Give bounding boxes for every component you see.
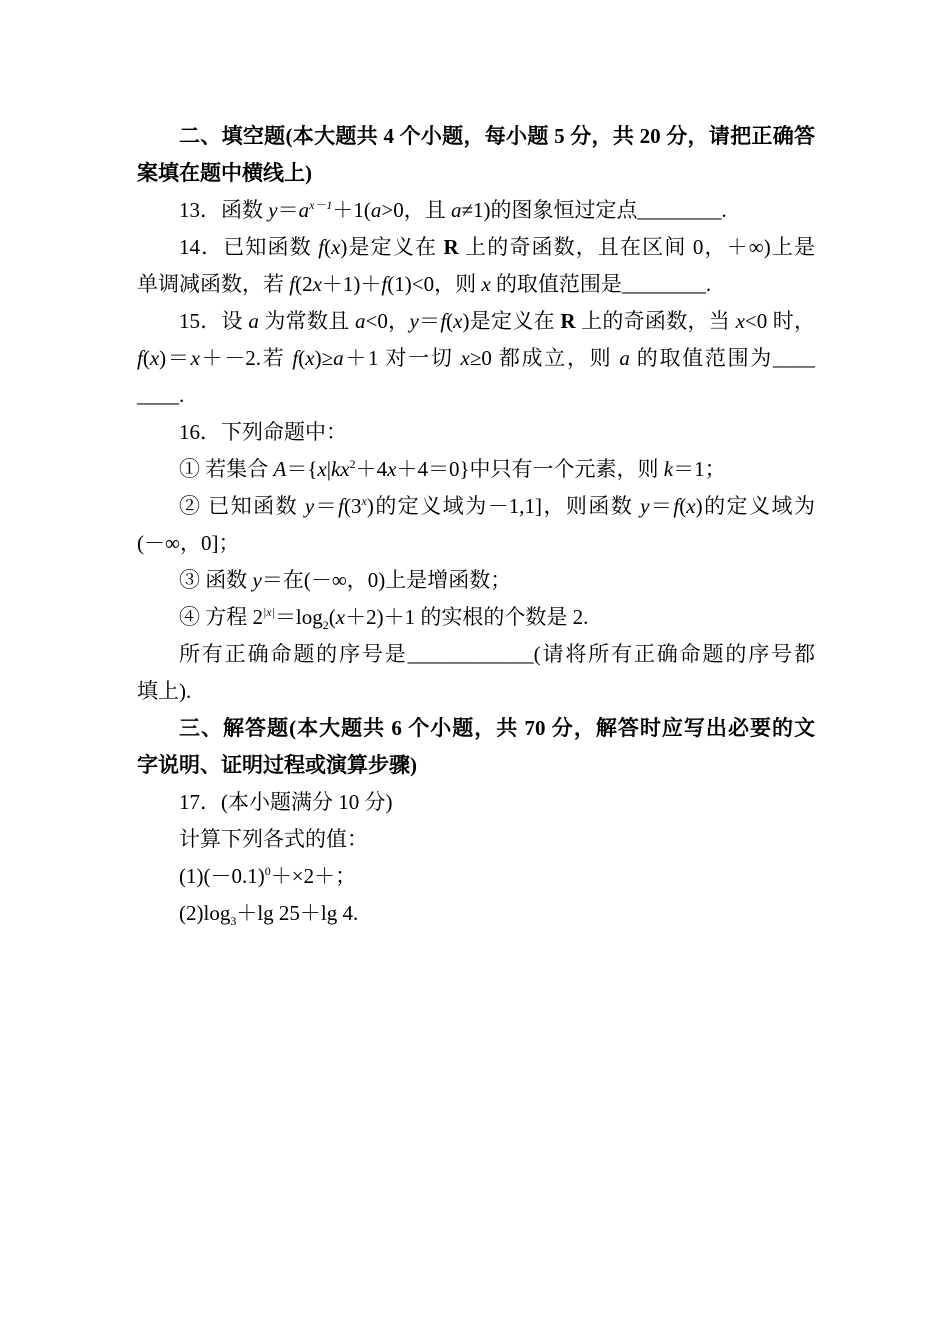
- section-2-heading-line2: 案填在题中横线上): [137, 161, 312, 185]
- question-16-proposition-2-cont: (－∞，0]；: [137, 531, 240, 555]
- question-15-line1: 15．设 a 为常数且 a<0，y＝f(x)是定义在 R 上的奇函数，当 x<0 时，: [179, 309, 816, 333]
- question-16-proposition-4: ④ 方程 $2^{|x|}=\log_2(x+2)+1$ 的实根的个数是 2.: [179, 605, 589, 633]
- question-16-answer-line2: 填上).: [137, 679, 192, 703]
- question-16-proposition-2: ② 已知函数 $y=f(3^x)$的定义域为－1,1]，则函数 y＝f(x)的定义域为: [179, 494, 815, 518]
- section-3-heading-line1: 三、解答题(本大题共 6 个小题，共 70 分，解答时应写出必要的文: [179, 716, 815, 740]
- question-14-line2: 单调减函数，若 f(2x＋1)＋f(1)<0，则 x 的取值范围是________.: [137, 272, 712, 296]
- question-16-proposition-1: ① 若集合 $A=\{x|kx^2+4x+4=0\}$中只有一个元素，则 k＝1；: [179, 457, 726, 481]
- question-17-title: 17．(本小题满分 10 分): [179, 790, 393, 814]
- question-17-part-2: $(2)\log_3+\lg$ 25＋lg 4.: [179, 901, 359, 929]
- question-17-part-1: $(1)(-0.1)^0+\times 2+$；: [179, 864, 357, 888]
- question-16-proposition-3: ③ 函数 y＝在(－∞，0)上是增函数；: [179, 568, 512, 592]
- question-13: 13．函数 $y=a^{x-1}+1(a>0$，且 a≠1)的图象恒过定点________.: [179, 198, 727, 222]
- section-2-heading-line1: 二、填空题(本大题共 4 个小题，每小题 5 分，共 20 分，请把正确答: [179, 124, 815, 148]
- question-14-line1: 14．已知函数 f(x)是定义在 R 上的奇函数，且在区间 0，＋∞)上是: [179, 235, 816, 259]
- question-15-line3: ____.: [137, 383, 185, 407]
- section-3-heading-line2: 字说明、证明过程或演算步骤): [137, 753, 417, 777]
- question-15-line2: f(x)＝x＋－2.若 f(x)≥a＋1 对一切 x≥0 都成立，则 a 的取值范围为____: [137, 346, 815, 370]
- exam-page: [137, 118, 815, 932]
- question-16-title: 16．下列命题中：: [179, 420, 347, 444]
- question-16-answer-line1: 所有正确命题的序号是____________(请将所有正确命题的序号都: [179, 642, 815, 666]
- question-17-description: 计算下列各式的值：: [179, 827, 368, 851]
